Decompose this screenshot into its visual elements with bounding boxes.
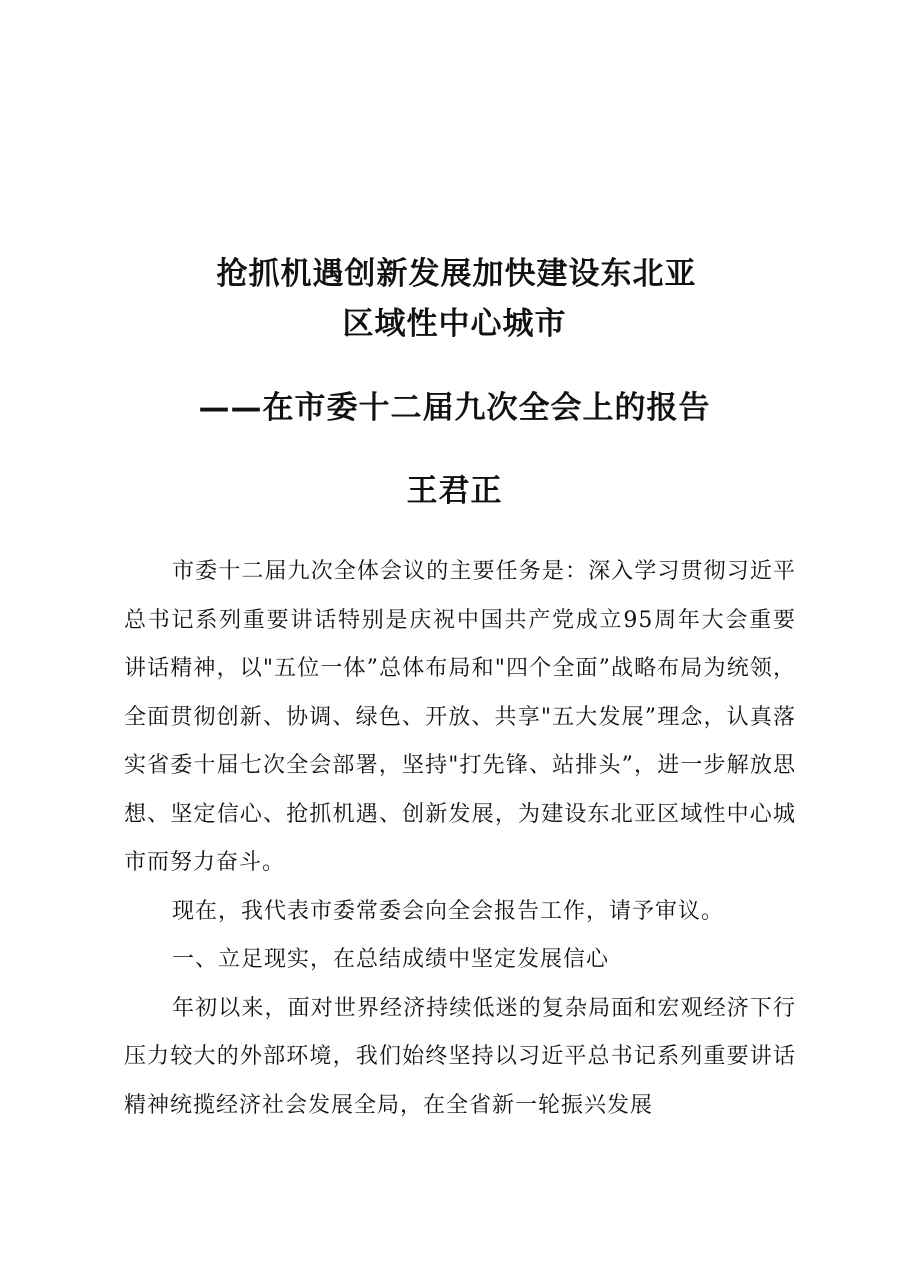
section-heading: 一、立足现实，在总结成绩中坚定发展信心 bbox=[172, 947, 610, 972]
body-paragraph: 现在，我代表市委常委会向全会报告工作，请予审议。 bbox=[172, 898, 725, 924]
document-title-line-1: 抢抓机遇创新发展加快建设东北亚 bbox=[216, 256, 697, 292]
body-paragraph: 市委十二届九次全体会议的主要任务是：深入学习贯彻习近平总书记系列重要讲话特别是庆祝中国共产党成立95周年大会重要讲话精神，以"五位一体”总体布局和"四个全面”战略布局为统领，全面贯彻创新、协调、绿色、开放、共享"五大发展”理念，认真落实省委十届七次全会部署，坚持"打先锋、站排头”，进一步解放思想、坚定信心、抢抓机遇、创新发展，为建设东北亚区域性中心城市而努力奋斗。 bbox=[124, 559, 796, 875]
body-paragraph: 年初以来，面对世界经济持续低迷的复杂局面和宏观经济下行压力较大的外部环境，我们始终坚持以习近平总书记系列重要讲话精神统揽经济社会发展全局，在全省新一轮振兴发展 bbox=[124, 995, 796, 1118]
document-subtitle: ——在市委十二届九次全会上的报告 bbox=[198, 390, 711, 426]
document-author: 王君正 bbox=[406, 473, 503, 509]
document-title-line-2: 区域性中心城市 bbox=[342, 306, 567, 342]
document-body bbox=[124, 548, 796, 1130]
